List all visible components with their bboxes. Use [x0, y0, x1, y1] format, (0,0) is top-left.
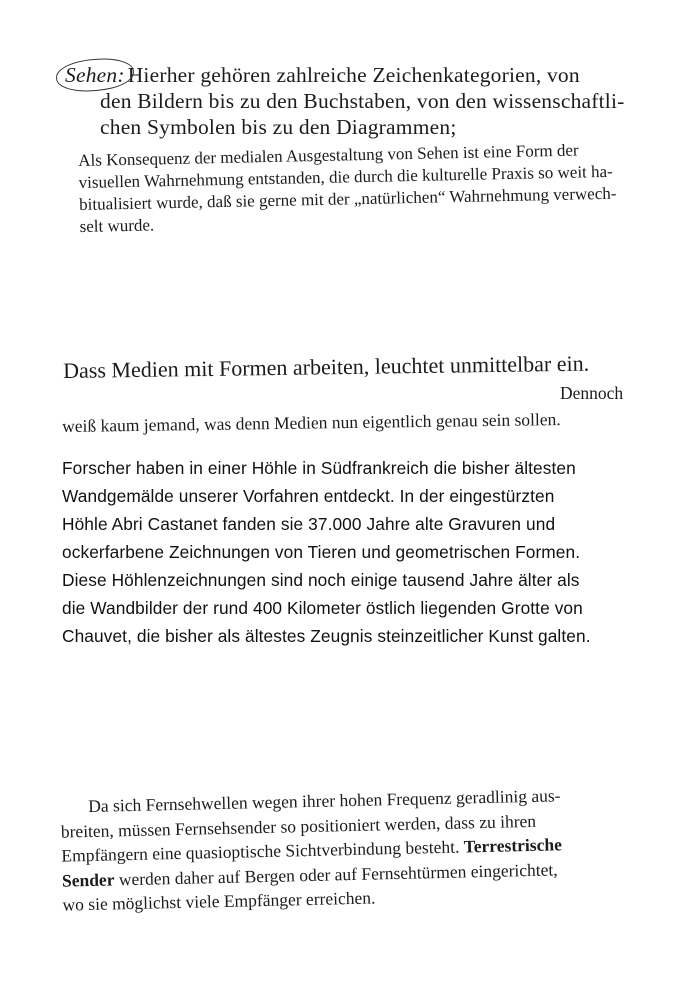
- text-line: bitualisiert wurde, daß sie gerne mit der „natürlichen“ Wahrnehmung verwech-: [78, 183, 617, 214]
- snippet-medien-line2: [560, 383, 623, 404]
- bold-term: Sender: [61, 868, 115, 891]
- snippet-wahrnehmung: [78, 139, 617, 238]
- text-line: selt wurde.: [79, 215, 155, 236]
- text-line: Wandgemälde unserer Vorfahren entdeckt. In der eingestürzten: [62, 486, 555, 506]
- text-line: ockerfarbene Zeichnungen von Tieren und geometrischen Formen.: [62, 542, 581, 562]
- snippet-medien-line1: [63, 351, 589, 384]
- text-line: Da sich Fernsehwellen wegen ihrer hohen Frequenz geradlinig aus-: [88, 785, 561, 816]
- snippet-sehen: [62, 62, 625, 140]
- text-line: chen Symbolen bis zu den Diagrammen;: [100, 115, 457, 139]
- snippet-medien-line3: [62, 409, 561, 437]
- text-line: Höhle Abri Castanet fanden sie 37.000 Jahre alte Gravuren und: [62, 514, 556, 534]
- text-line: Chauvet, die bisher als ältestes Zeugnis steinzeitlicher Kunst galten.: [62, 626, 591, 646]
- text-line: wo sie möglichst viele Empfänger erreichen.: [62, 887, 376, 915]
- text-line: Dass Medien mit Formen arbeiten, leuchtet unmittelbar ein.: [63, 350, 590, 383]
- bold-term: Terrestrische: [463, 834, 563, 857]
- text-line: Forscher haben in einer Höhle in Südfrankreich die bisher ältesten: [62, 458, 576, 478]
- text-segment: Empfängern eine quasioptische Sichtverbindung besteht.: [61, 836, 460, 866]
- text-line: den Bildern bis zu den Buchstaben, von den wissenschaftli-: [100, 89, 625, 113]
- snippet-fernsehwellen: [60, 783, 563, 916]
- text-line: Diese Höhlenzeichnungen sind noch einige tausend Jahre älter als: [62, 570, 580, 590]
- snippet-hoehlenmalerei: [62, 454, 591, 650]
- circled-annotation: [62, 62, 128, 88]
- text-line: Dennoch: [560, 383, 624, 403]
- text-line: die Wandbilder der rund 400 Kilometer östlich liegenden Grotte von: [62, 598, 583, 618]
- text-line: [62, 62, 625, 88]
- text-segment: werden daher auf Bergen oder auf Fernsehtürmen eingerichtet,: [118, 858, 558, 889]
- text-line: visuellen Wahrnehmung entstanden, die durch die kulturelle Praxis so weit ha-: [78, 161, 613, 192]
- text-line: Als Konsequenz der medialen Ausgestaltung von Sehen ist eine Form der: [78, 140, 579, 170]
- text-segment: Hierher gehören zahlreiche Zeichenkategorien, von: [127, 63, 580, 87]
- text-line: weiß kaum jemand, was denn Medien nun eigentlich genau sein sollen.: [62, 409, 561, 436]
- text-line: breiten, müssen Fernsehsender so positioniert werden, dass zu ihren: [60, 810, 537, 842]
- annotated-word: Sehen:: [65, 63, 125, 87]
